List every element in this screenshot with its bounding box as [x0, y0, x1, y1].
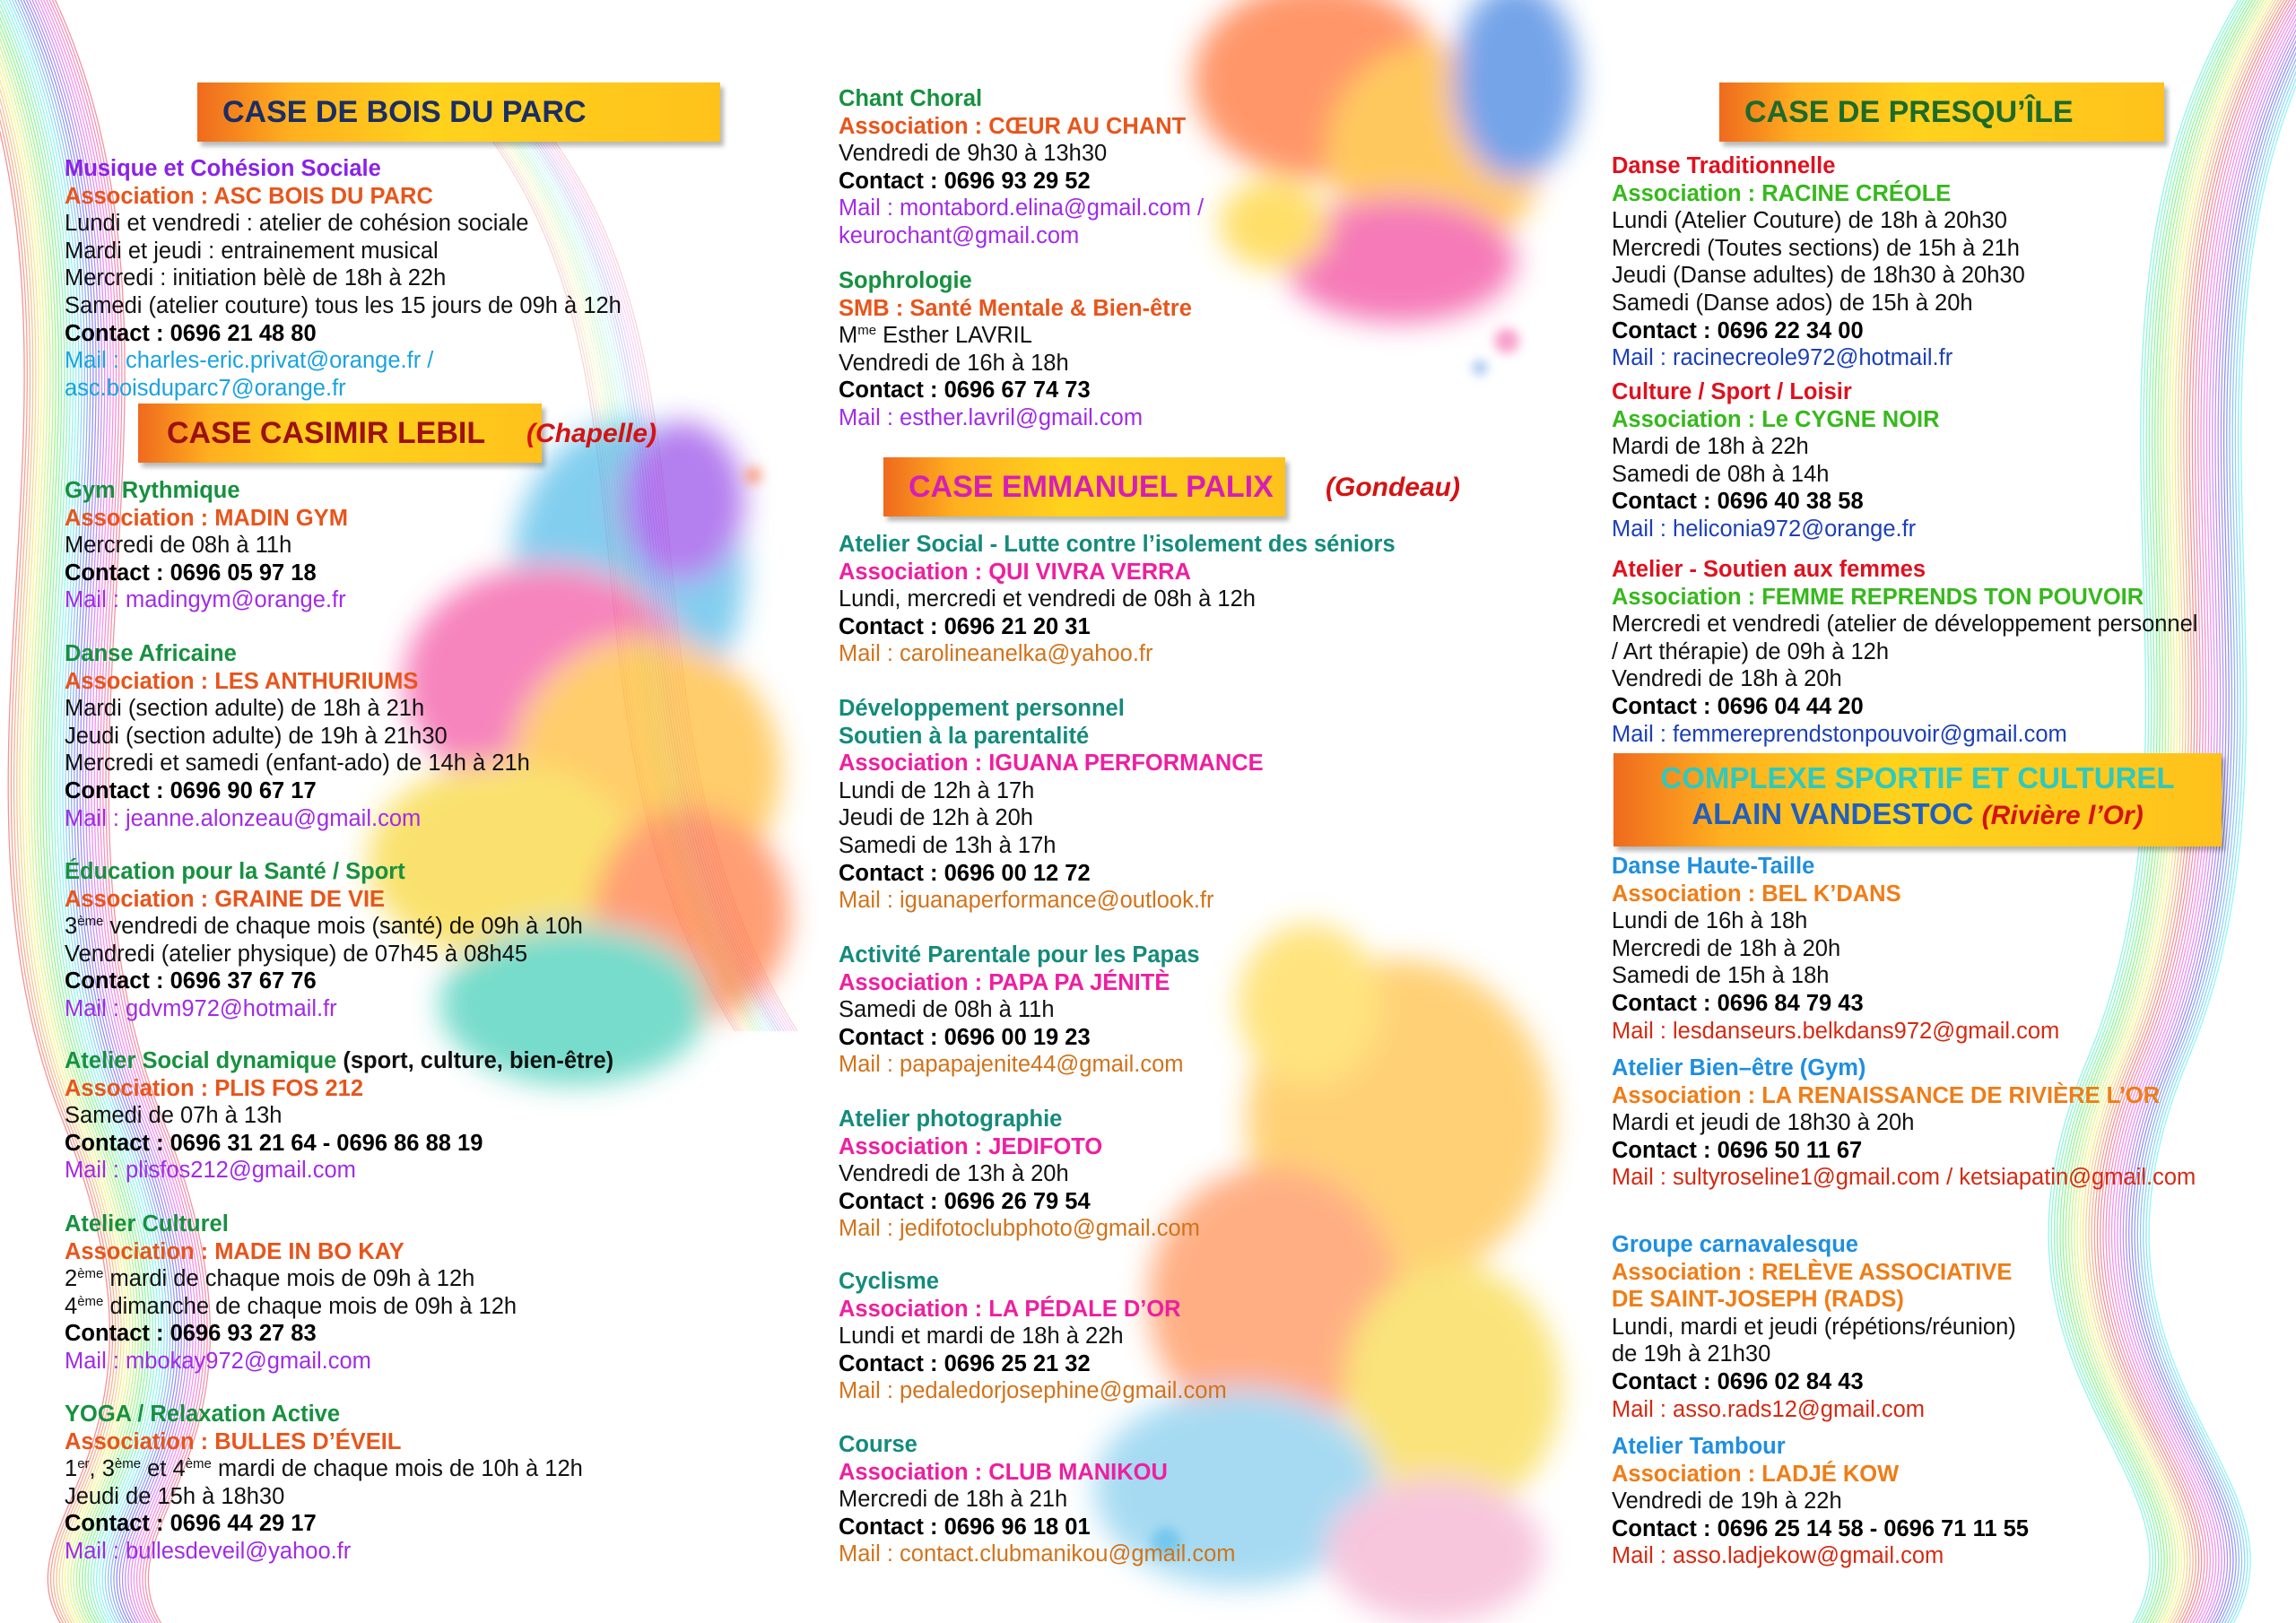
section-title: Atelier Tambour: [1612, 1434, 1786, 1459]
section-atelier-tambour: [1612, 1433, 2029, 1570]
mail-line[interactable]: Mail : sultyroseline1@gmail.com / ketsiapatin@gmail.com: [1612, 1165, 2196, 1191]
section-title: Activité Parentale pour les Papas: [839, 942, 1200, 968]
section-atelier-culturel: [65, 1211, 517, 1376]
schedule-line: Lundi et vendredi : atelier de cohésion sociale: [65, 211, 529, 237]
association-name: Association : FEMME REPRENDS TON POUVOIR: [1612, 584, 2144, 610]
section-title: Atelier photographie: [839, 1107, 1063, 1132]
schedule-line: 3ème vendredi de chaque mois (santé) de 09h à 10h: [65, 914, 583, 940]
mail-line[interactable]: Mail : plisfos212@gmail.com: [65, 1158, 356, 1184]
schedule-line: Lundi de 16h à 18h: [1612, 908, 1808, 934]
section-title: Atelier Culturel: [65, 1211, 229, 1237]
section-sophrologie: [839, 267, 1192, 432]
contact-line: Contact : 0696 90 67 17: [65, 777, 317, 803]
section-soutien-femmes: [1612, 556, 2197, 748]
schedule-line: Vendredi de 13h à 20h: [839, 1161, 1069, 1187]
contact-line: Contact : 0696 31 21 64 - 0696 86 88 19: [65, 1130, 483, 1156]
section-title: Chant Choral: [839, 86, 983, 111]
schedule-line: Mercredi (Toutes sections) de 15h à 21h: [1612, 235, 2020, 261]
contact-line: Contact : 0696 05 97 18: [65, 560, 317, 586]
association-name: Association : LA RENAISSANCE DE RIVIÈRE L’OR: [1612, 1082, 2161, 1108]
contact-line: Contact : 0696 25 14 58 - 0696 71 11 55: [1612, 1515, 2029, 1541]
mail-line[interactable]: Mail : bullesdeveil@yahoo.fr: [65, 1538, 352, 1564]
section-atelier-bien-etre: [1612, 1055, 2196, 1192]
schedule-line: Mercredi et samedi (enfant-ado) de 14h à 21h: [65, 751, 530, 777]
schedule-line: Lundi (Atelier Couture) de 18h à 20h30: [1612, 208, 2007, 234]
schedule-line: Mardi (section adulte) de 18h à 21h: [65, 696, 425, 722]
schedule-line: de 19h à 21h30: [1612, 1341, 1771, 1367]
association-name: Association : LA PÉDALE D’OR: [839, 1296, 1181, 1322]
contact-line: Contact : 0696 67 74 73: [839, 378, 1091, 404]
contact-line: Contact : 0696 93 27 83: [65, 1321, 317, 1347]
section-danse-haute-taille: [1612, 853, 2059, 1045]
section-title: Danse Africaine: [65, 641, 237, 666]
banner-case-emmanuel-palix: [883, 457, 1285, 516]
mail-line[interactable]: Mail : jeanne.alonzeau@gmail.com: [65, 805, 422, 831]
association-name: Association : CŒUR AU CHANT: [839, 113, 1187, 139]
contact-line: Contact : 0696 84 79 43: [1612, 990, 1864, 1016]
association-name: Association : IGUANA PERFORMANCE: [839, 751, 1264, 777]
contact-line: Contact : 0696 93 29 52: [839, 168, 1091, 194]
section-title: Éducation pour la Santé / Sport: [65, 859, 405, 884]
section-title: Culture / Sport / Loisir: [1612, 379, 1852, 404]
banner-title-line1: COMPLEXE SPORTIF ET CULTUREL: [1660, 761, 2175, 794]
contact-line: Contact : 0696 22 34 00: [1612, 317, 1864, 343]
schedule-line: Vendredi de 9h30 à 13h30: [839, 141, 1108, 167]
mail-line[interactable]: Mail : esther.lavril@gmail.com: [839, 404, 1144, 430]
schedule-line: Mercredi et vendredi (atelier de développement personnel: [1612, 612, 2198, 638]
association-name: Association : QUI VIVRA VERRA: [839, 559, 1191, 585]
section-title: Danse Haute-Taille: [1612, 854, 1815, 879]
mail-line[interactable]: Mail : femmereprendstonpouvoir@gmail.com: [1612, 721, 2067, 747]
schedule-line: $M^{me}$ Esther LAVRIL: [839, 323, 1032, 349]
schedule-line: Vendredi (atelier physique) de 07h45 à 08h45: [65, 941, 528, 967]
contact-line: Contact : 0696 21 20 31: [839, 613, 1091, 639]
mail-line[interactable]: Mail : lesdanseurs.belkdans972@gmail.com: [1612, 1018, 2060, 1044]
schedule-line: Mercredi de 08h à 11h: [65, 533, 292, 559]
schedule-line: Lundi de 12h à 17h: [839, 777, 1035, 803]
contact-line: Contact : 0696 21 48 80: [65, 320, 317, 346]
association-name: Association : PAPA PA JÉNITÈ: [839, 969, 1170, 995]
banner-location-note: (Gondeau): [1326, 473, 1460, 502]
mail-line[interactable]: Mail : gdvm972@hotmail.fr: [65, 995, 337, 1021]
schedule-line: 1er, 3ème et 4ème mardi de chaque mois de 10h à 12h: [65, 1456, 583, 1482]
schedule-line: Samedi de 13h à 17h: [839, 832, 1057, 858]
association-name: Association : MADIN GYM: [65, 505, 348, 531]
mail-line[interactable]: Mail : iguanaperformance@outlook.fr: [839, 888, 1214, 914]
banner-case-de-presquile: [1719, 82, 2164, 142]
mail-line[interactable]: Mail : pedaledorjosephine@gmail.com: [839, 1378, 1227, 1404]
schedule-line: Mardi de 18h à 22h: [1612, 434, 1809, 460]
banner-complexe-sportif: [1613, 753, 2222, 846]
schedule-line: Jeudi (Danse adultes) de 18h30 à 20h30: [1612, 263, 2025, 289]
schedule-line: Samedi de 07h à 13h: [65, 1103, 283, 1129]
contact-line: Contact : 0696 50 11 67: [1612, 1137, 1863, 1163]
schedule-line: Jeudi de 15h à 18h30: [65, 1483, 285, 1509]
section-title: Course: [839, 1432, 918, 1457]
banner-title: CASE CASIMIR LEBIL: [167, 416, 486, 450]
section-title: Cyclisme: [839, 1269, 939, 1294]
schedule-line: Samedi (atelier couture) tous les 15 jours de 09h à 12h: [65, 292, 622, 318]
section-title: YOGA / Relaxation Active: [65, 1402, 341, 1427]
mail-line[interactable]: Mail : madingym@orange.fr: [65, 587, 346, 613]
contact-line: Contact : 0696 00 12 72: [839, 860, 1091, 886]
section-title: Atelier - Soutien aux femmes: [1612, 557, 1926, 582]
association-name: Association : GRAINE DE VIE: [65, 886, 386, 912]
section-danse-traditionnelle: [1612, 152, 2025, 372]
section-title: Atelier Social - Lutte contre l’isolement des séniors: [839, 532, 1396, 557]
schedule-line: Jeudi (section adulte) de 19h à 21h30: [65, 723, 448, 749]
section-title: Développement personnel: [839, 696, 1125, 721]
section-course: [839, 1431, 1236, 1568]
association-name: Association : MADE IN BO KAY: [65, 1238, 404, 1264]
contact-line: Contact : 0696 25 21 32: [839, 1350, 1091, 1376]
mail-line[interactable]: Mail : mbokay972@gmail.com: [65, 1348, 371, 1374]
contact-line: Contact : 0696 00 19 23: [839, 1024, 1091, 1050]
mail-line[interactable]: Mail : papapajenite44@gmail.com: [839, 1052, 1184, 1078]
banner-title: CASE EMMANUEL PALIX: [909, 470, 1274, 504]
schedule-line: Jeudi de 12h à 20h: [839, 805, 1033, 831]
section-atelier-social-seniors: [839, 531, 1396, 668]
banner-location-note: (Rivière l’Or): [1981, 801, 2144, 830]
section-developpement-personnel: [839, 695, 1264, 915]
section-atelier-photographie: [839, 1106, 1200, 1243]
association-name: DE SAINT-JOSEPH (RADS): [1612, 1287, 1904, 1313]
schedule-line: Lundi, mardi et jeudi (répétions/réunion): [1612, 1314, 2016, 1340]
section-musique-cohesion: [65, 155, 622, 402]
paint-splash-top: [1193, 0, 1578, 323]
association-name: Association : Le CYGNE NOIR: [1612, 406, 1940, 432]
association-name: Association : RELÈVE ASSOCIATIVE: [1612, 1259, 2013, 1285]
association-name: Association : ASC BOIS DU PARC: [65, 183, 433, 209]
banner-case-bois-du-parc: [197, 82, 720, 142]
section-danse-africaine: [65, 640, 530, 832]
schedule-line: Mercredi de 18h à 21h: [839, 1487, 1068, 1513]
mail-line[interactable]: Mail : carolineanelka@yahoo.fr: [839, 641, 1153, 667]
section-education-sante: [65, 858, 583, 1023]
section-groupe-carnavalesque: [1612, 1231, 2016, 1423]
association-name: Association : PLIS FOS 212: [65, 1075, 364, 1101]
association-name: Association : RACINE CRÉOLE: [1612, 180, 1952, 206]
schedule-line: Lundi, mercredi et vendredi de 08h à 12h: [839, 586, 1256, 612]
banner-title: CASE DE PRESQU’ÎLE: [1744, 95, 2074, 129]
mail-line[interactable]: Mail : asso.ladjekow@gmail.com: [1612, 1543, 1944, 1569]
contact-line: Contact : 0696 96 18 01: [839, 1514, 1091, 1540]
mail-line[interactable]: asc.boisduparc7@orange.fr: [65, 375, 346, 401]
mail-line[interactable]: Mail : charles-eric.privat@orange.fr /: [65, 348, 434, 374]
schedule-line: Mardi et jeudi de 18h30 à 20h: [1612, 1110, 1915, 1136]
schedule-line: Samedi de 08h à 11h: [839, 997, 1055, 1023]
section-title: Atelier Bien–être (Gym): [1612, 1055, 1866, 1081]
mail-line[interactable]: Mail : heliconia972@orange.fr: [1612, 516, 1917, 542]
section-subtitle: Soutien à la parentalité: [839, 723, 1090, 749]
contact-line: Contact : 0696 02 84 43: [1612, 1368, 1864, 1394]
section-title: Danse Traditionnelle: [1612, 153, 1836, 178]
banner-location-note: (Chapelle): [526, 419, 657, 448]
schedule-line: Mardi et jeudi : entrainement musical: [65, 238, 439, 264]
section-chant-choral: [839, 85, 1204, 250]
contact-line: Contact : 0696 40 38 58: [1612, 489, 1864, 515]
mail-line[interactable]: Mail : asso.rads12@gmail.com: [1612, 1396, 1926, 1422]
section-cyclisme: [839, 1268, 1227, 1405]
schedule-line: 2ème mardi de chaque mois de 09h à 12h: [65, 1266, 475, 1292]
association-name: SMB : Santé Mentale & Bien-être: [839, 295, 1192, 321]
schedule-line: Samedi de 08h à 14h: [1612, 461, 1830, 487]
association-name: Association : LADJÉ KOW: [1612, 1461, 1900, 1487]
section-title: Atelier Social dynamique (sport, culture, bien-être): [65, 1048, 614, 1073]
schedule-line: Samedi (Danse ados) de 15h à 20h: [1612, 290, 1973, 316]
schedule-line: Mercredi de 18h à 20h: [1612, 935, 1841, 961]
section-activite-parentale: [839, 942, 1200, 1079]
association-name: Association : JEDIFOTO: [839, 1133, 1103, 1159]
banner-title-line2: ALAIN VANDESTOC (Rivière l’Or): [1692, 797, 2144, 830]
mail-line[interactable]: Mail : racinecreole972@hotmail.fr: [1612, 345, 1953, 371]
schedule-line: Samedi de 15h à 18h: [1612, 963, 1830, 989]
schedule-line: 4ème dimanche de chaque mois de 09h à 12h: [65, 1293, 517, 1319]
mail-line[interactable]: Mail : jedifotoclubphoto@gmail.com: [839, 1216, 1200, 1242]
schedule-line: / Art thérapie) de 09h à 12h: [1612, 638, 1890, 664]
association-name: Association : BULLES D’ÉVEIL: [65, 1428, 402, 1454]
banner-case-casimir-lebil: [138, 404, 542, 463]
banner-title: CASE DE BOIS DU PARC: [222, 95, 587, 129]
association-name: Association : LES ANTHURIUMS: [65, 668, 419, 694]
contact-line: Contact : 0696 37 67 76: [65, 968, 317, 994]
contact-line: Contact : 0696 04 44 20: [1612, 693, 1864, 719]
section-atelier-social-dynamique: [65, 1047, 613, 1185]
section-gym-rythmique: [65, 477, 348, 614]
schedule-line: Mercredi : initiation bèlè de 18h à 22h: [65, 265, 447, 291]
mail-line[interactable]: keurochant@gmail.com: [839, 222, 1080, 248]
mail-line[interactable]: Mail : contact.clubmanikou@gmail.com: [839, 1541, 1236, 1567]
schedule-line: Vendredi de 18h à 20h: [1612, 666, 1842, 692]
schedule-line: Vendredi de 19h à 22h: [1612, 1488, 1842, 1515]
section-title: Gym Rythmique: [65, 478, 240, 503]
schedule-line: Lundi et mardi de 18h à 22h: [839, 1324, 1124, 1350]
schedule-line: Vendredi de 16h à 18h: [839, 350, 1069, 376]
section-yoga: [65, 1401, 583, 1566]
association-name: Association : BEL K’DANS: [1612, 881, 1901, 907]
mail-line[interactable]: Mail : montabord.elina@gmail.com /: [839, 195, 1205, 221]
contact-line: Contact : 0696 26 79 54: [839, 1188, 1091, 1214]
section-title: Musique et Cohésion Sociale: [65, 156, 381, 181]
section-title: Sophrologie: [839, 268, 972, 293]
section-title: Groupe carnavalesque: [1612, 1232, 1858, 1257]
association-name: Association : CLUB MANIKOU: [839, 1459, 1168, 1485]
contact-line: Contact : 0696 44 29 17: [65, 1511, 317, 1537]
section-culture-sport-loisir: [1612, 378, 1940, 543]
